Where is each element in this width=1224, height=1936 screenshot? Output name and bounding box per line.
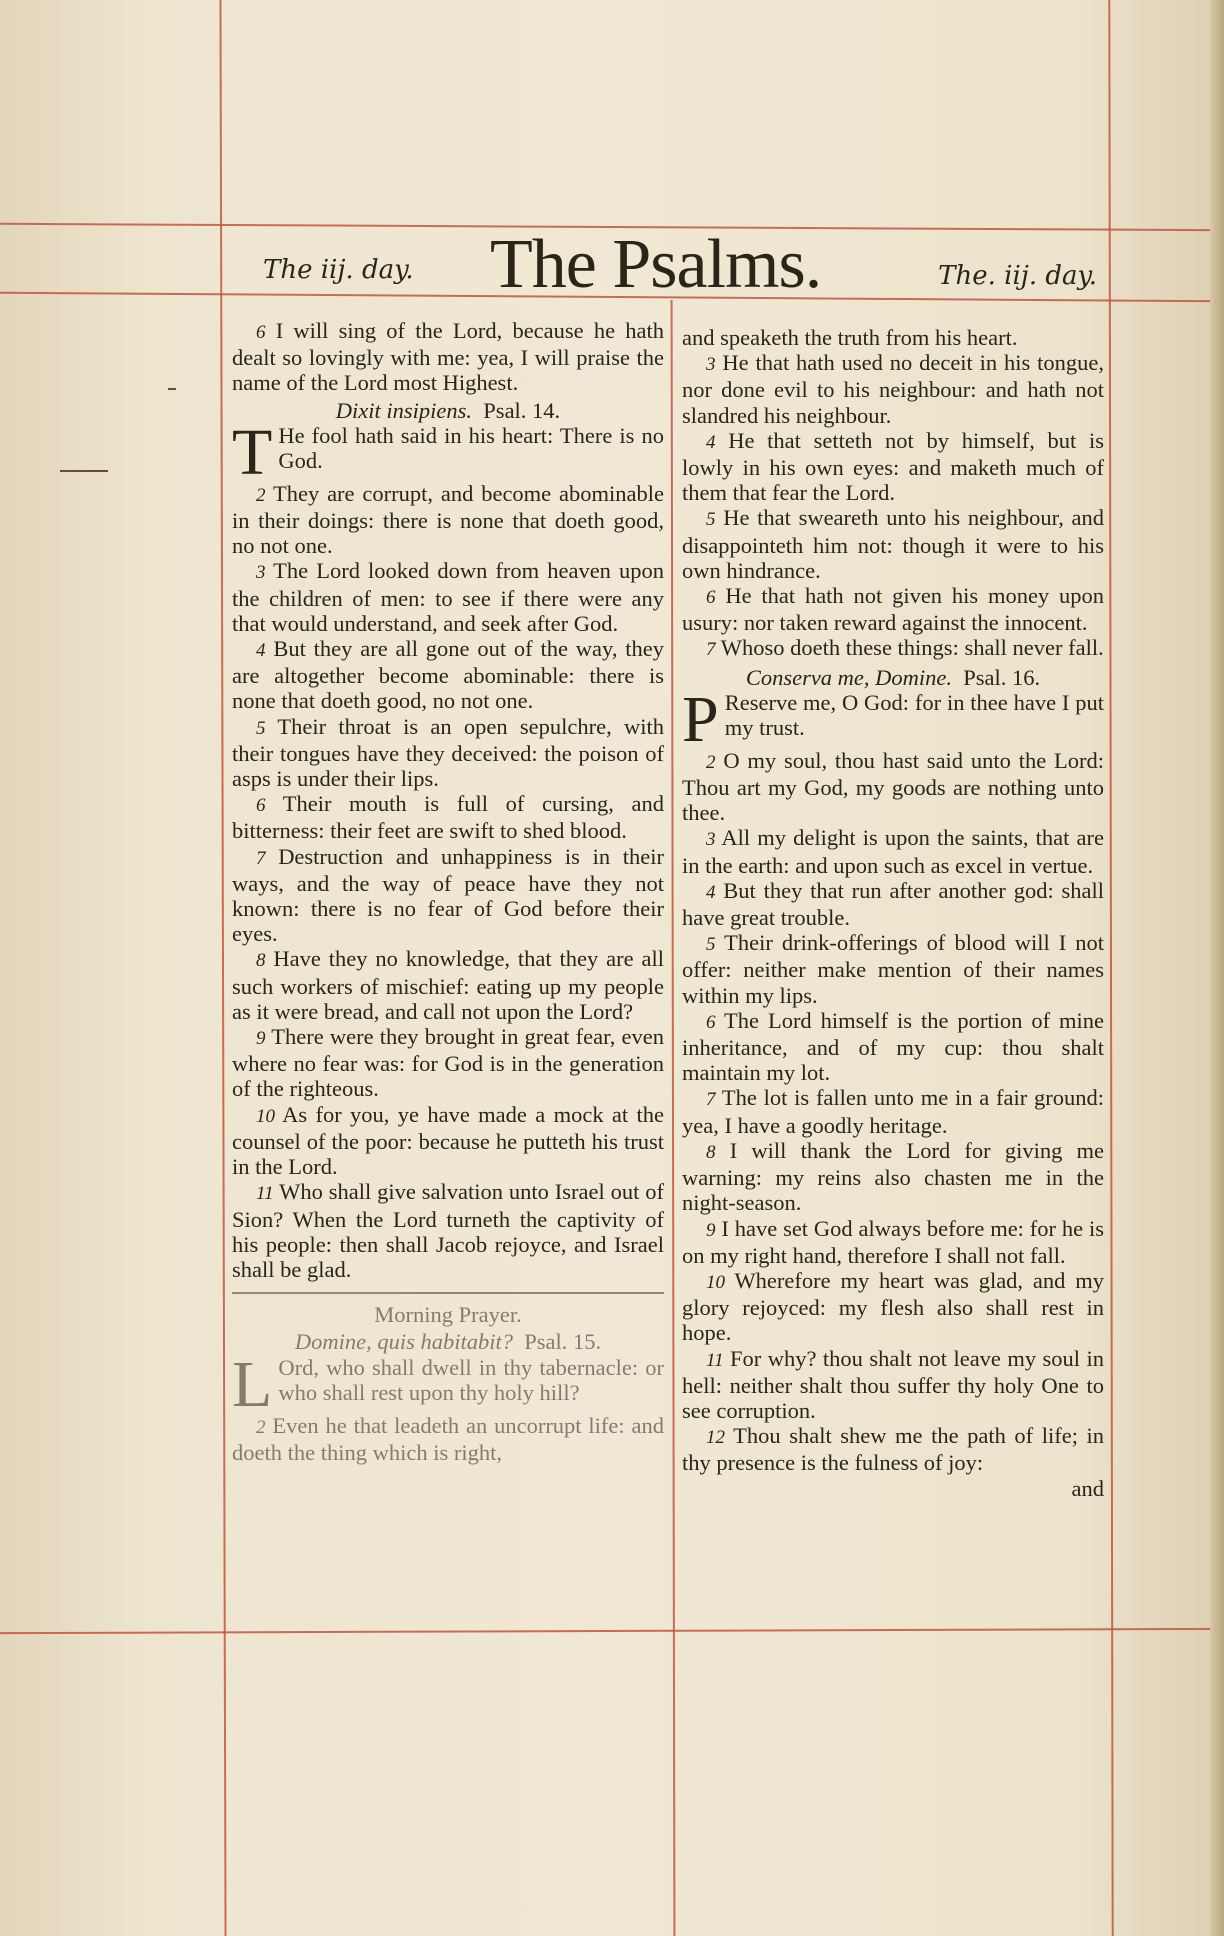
verse: 8 I will thank the Lord for giving me warning: my reins also chasten me in the night-season.: [682, 1137, 1105, 1216]
verse-continuation: and speaketh the truth from his heart.: [682, 325, 1018, 350]
verse: 5 Their drink-offerings of blood will I not offer: neither make mention of their names within my lips.: [682, 930, 1104, 1008]
verse: 11 Who shall give salvation unto Israel out of Sion? When the Lord turneth the captivity of his people: then shall Jacob rejoyce, and Israel shall be glad.: [232, 1179, 665, 1282]
verse: 7 The lot is fallen unto me in a fair ground: yea, I have a goodly heritage.: [682, 1085, 1105, 1138]
verse: 12 Thou shalt shew me the path of life; in thy presence is the fulness of joy:: [682, 1423, 1105, 1476]
verse: 3 He that hath used no deceit in his tongue, nor done evil to his neighbour: and hath not slandred his neighbour.: [682, 350, 1104, 428]
verse: 6 Their mouth is full of cursing, and bitterness: their feet are swift to shed blood.: [232, 791, 664, 844]
morning-prayer-heading: Morning Prayer.: [374, 1302, 522, 1328]
verse: 4 He that setteth not by himself, but is lowly in his own eyes: and maketh much of them that fear the Lord.: [682, 427, 1104, 506]
verse: 10 As for you, ye have made a mock at the counsel of the poor: because he putteth his trust in the Lord.: [232, 1101, 664, 1180]
verse: 3 All my delight is upon the saints, that are in the earth: and upon such as excel in vertue.: [682, 825, 1104, 878]
drop-cap: T: [232, 422, 273, 481]
verse: 9 There were they brought in great fear, even where no fear was: for God is in the generation of the righteous.: [232, 1024, 664, 1102]
day-label-right: The. iij. day.: [938, 261, 1097, 291]
verse: 2 Even he that leadeth an uncorrupt life: and doeth the thing which is right,: [232, 1412, 665, 1465]
verse: 4 But they that run after another god: shall have great trouble.: [682, 877, 1104, 931]
verse: 9 I have set God always before me: for he is on my right hand, therefore I shall not fall.: [682, 1215, 1105, 1268]
psalm-first-verse: P Reserve me, O God: for in thee have I put my trust.: [682, 689, 1104, 748]
page-header: [225, 225, 1105, 303]
drop-cap: L: [232, 1354, 273, 1413]
rule-middle: [671, 300, 676, 1936]
left-column: [232, 318, 664, 1465]
drop-cap: P: [682, 689, 719, 748]
verse: 6 The Lord himself is the portion of mine inheritance, and of my cup: thou shalt maintain my lot.: [682, 1007, 1104, 1086]
margin-mark: [60, 470, 108, 472]
verse: 11 For why? thou shalt not leave my soul in hell: neither shalt thou suffer thy holy One to see corruption.: [682, 1345, 1104, 1423]
verse: 10 Wherefore my heart was glad, and my glory rejoyced: my flesh also shall rest in hope.: [682, 1267, 1104, 1346]
psalm-first-verse: T He fool hath said in his heart: There is no God.: [232, 422, 664, 481]
right-column: [682, 325, 1104, 1501]
verse: 7 Whoso doeth these things: shall never fall.: [706, 635, 1104, 661]
verse: 3 The Lord looked down from heaven upon the children of men: to see if there were any that would understand, and seek after God.: [232, 558, 665, 636]
section-divider: [232, 1292, 664, 1294]
verse: 5 Their throat is an open sepulchre, with their tongues have they deceived: the poison of asps is under their lips.: [232, 713, 665, 792]
psalm-heading: Dixit insipiens. Psal. 14.: [335, 397, 561, 423]
rule-bottom: [0, 1628, 1224, 1634]
psalm-heading: Domine, quis habitabit? Psal. 15.: [294, 1329, 602, 1355]
catchword: and: [1071, 1475, 1104, 1501]
verse: 6 I will sing of the Lord, because he hath dealt so lovingly with me: yea, I will praise the name of the Lord most Highest.: [232, 318, 665, 396]
verse: 6 He that hath not given his money upon usury: nor taken reward against the innocent.: [682, 583, 1105, 636]
morning-prayer-section: [232, 1302, 664, 1465]
verse: 5 He that sweareth unto his neighbour, and disappointeth him not: though it were to his own hindrance.: [682, 505, 1105, 583]
rule-right: [1108, 0, 1113, 1936]
psalm-heading: Conserva me, Domine. Psal. 16.: [745, 664, 1041, 690]
verse: 8 Have they no knowledge, that they are all such workers of mischief: eating up my people as it were bread, and call not upon the Lord?: [232, 946, 664, 1024]
verse: 2 O my soul, thou hast said unto the Lord: Thou art my God, my goods are nothing unto thee.: [682, 747, 1104, 826]
page-title: The Psalms.: [490, 226, 822, 303]
page-edge: [1210, 0, 1224, 1936]
verse: 2 They are corrupt, and become abominable in their doings: there is none that doeth good, no not one.: [232, 480, 664, 559]
verse: 4 But they are all gone out of the way, they are altogether become abominable: there is none that doeth good, no not one.: [232, 636, 665, 714]
psalm-first-verse: L Ord, who shall dwell in thy tabernacle: or who shall rest upon thy holy hill?: [232, 1354, 664, 1413]
day-label-left: The iij. day.: [263, 255, 414, 285]
verse: 7 Destruction and unhappiness is in their ways, and the way of peace have they not known: there is no fear of God before their eyes.: [232, 843, 664, 947]
margin-mark: [168, 388, 176, 390]
